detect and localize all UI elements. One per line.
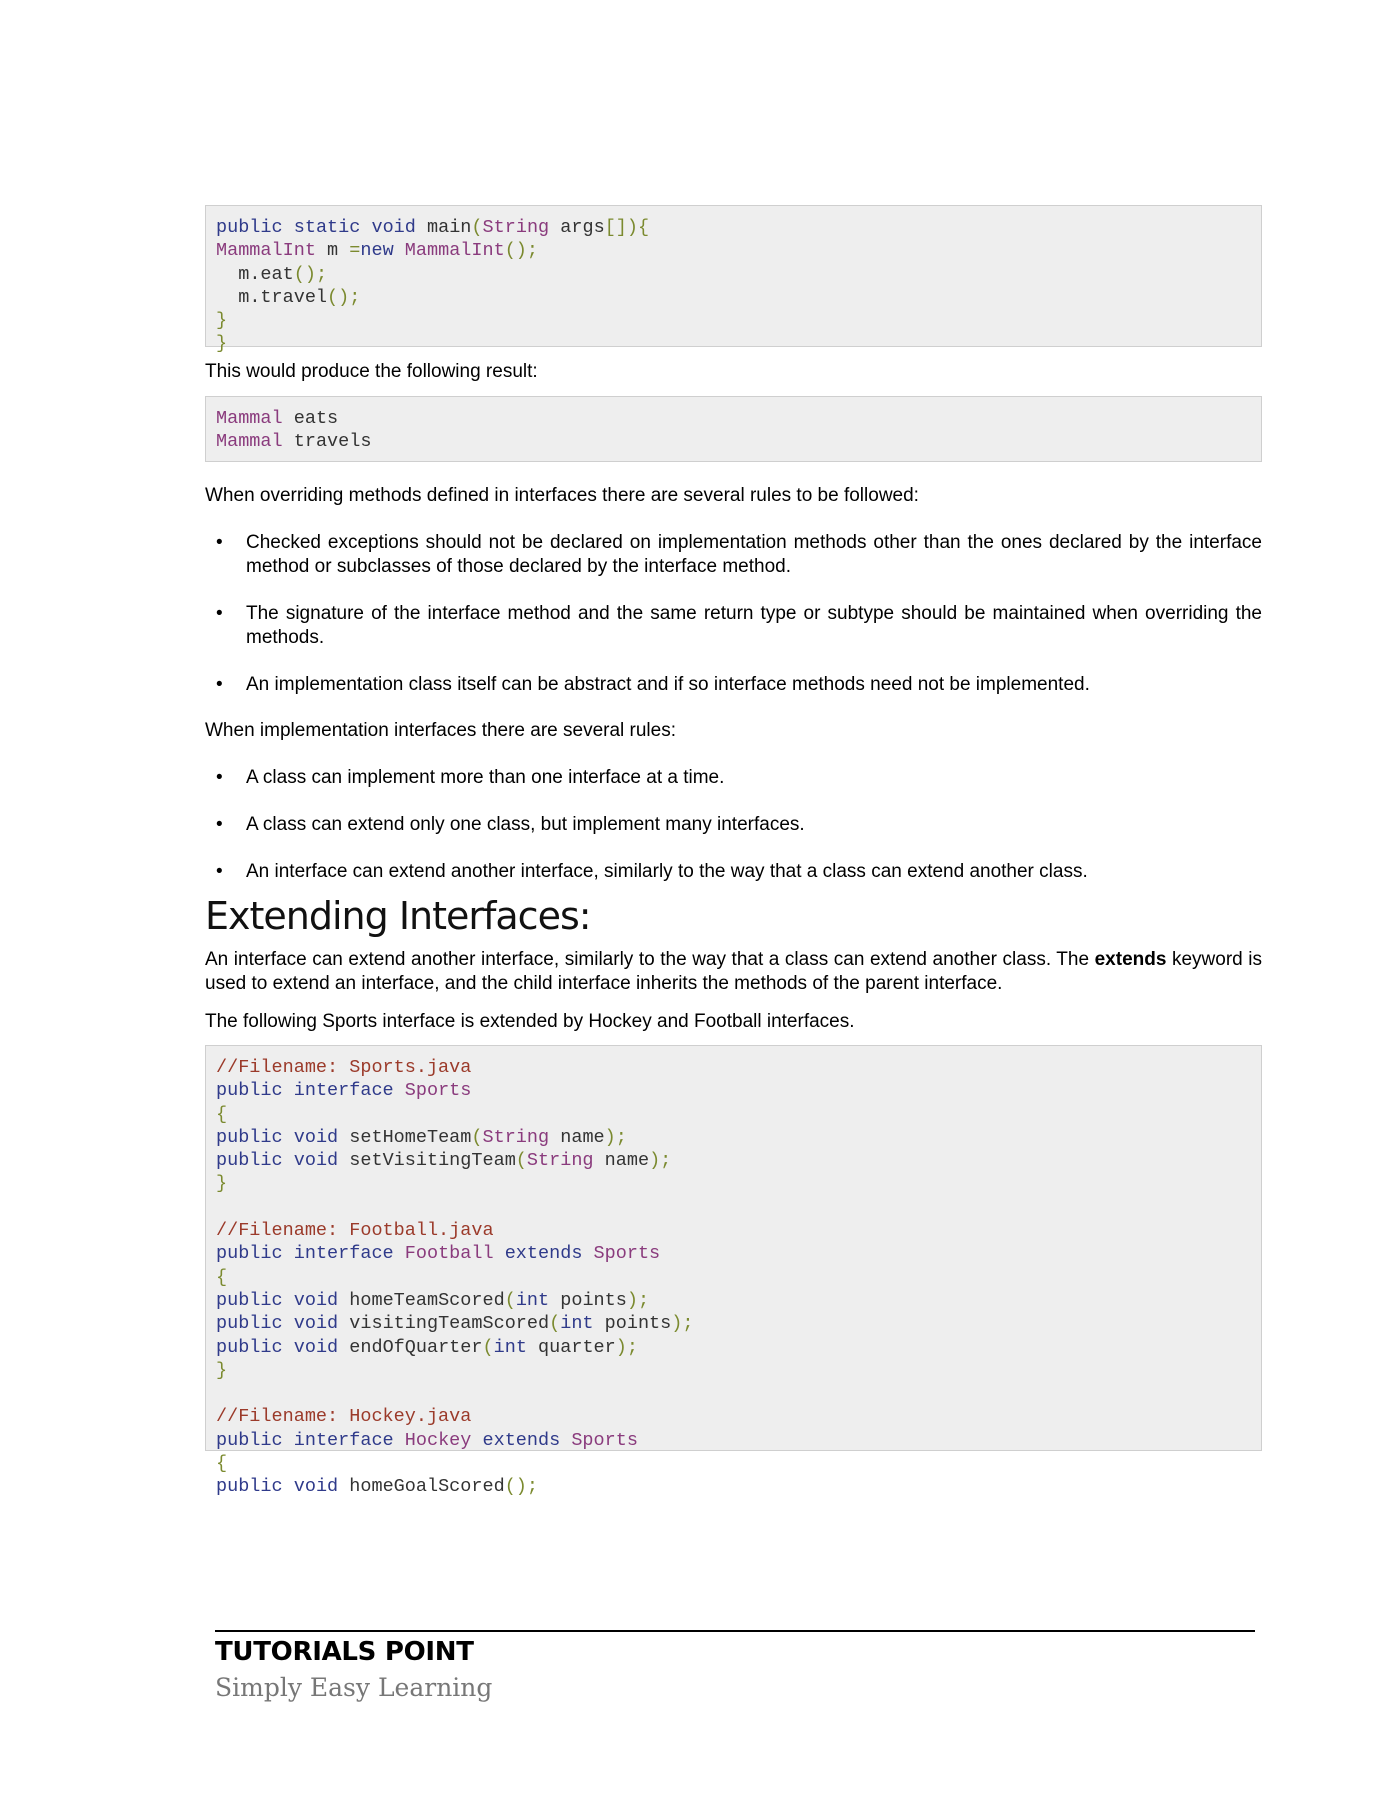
code-token: ); — [615, 1336, 638, 1358]
code-block-interfaces — [205, 1045, 1262, 1498]
override-rules-list — [205, 531, 1262, 697]
page-content — [205, 205, 1263, 1498]
code-token: { — [216, 1453, 228, 1475]
list-item: • A class can implement more than one interface at a time. — [216, 767, 725, 788]
code-token: } — [216, 1359, 228, 1381]
code-token: (); — [293, 263, 328, 285]
result-intro: This would produce the following result: — [205, 361, 538, 382]
code-token: MammalInt — [216, 240, 316, 262]
code-token: public — [216, 1429, 283, 1451]
code-token: ); — [626, 1289, 650, 1311]
code-token: ); — [604, 1126, 627, 1148]
rules-intro: When overriding methods defined in interfaces there are several rules to be followed: — [205, 485, 919, 506]
code-token: Mammal — [216, 431, 283, 453]
code-token: (); — [327, 286, 361, 308]
code-token: public — [216, 1080, 283, 1102]
code-token: m.travel — [238, 286, 328, 308]
code-token: []){ — [604, 217, 650, 238]
code-token: public — [216, 217, 283, 238]
code-token: { — [216, 1103, 228, 1125]
bullet: • — [216, 861, 223, 882]
code-comment: //Filename: — [216, 1220, 339, 1242]
code-token: endOfQuarter — [349, 1336, 483, 1358]
code-token: public — [216, 1289, 283, 1311]
code-token: Hockey — [404, 1429, 472, 1451]
list-item: • A class can extend only one class, but implement many interfaces. — [216, 814, 805, 835]
code-token: void — [293, 1289, 339, 1311]
code-token: public — [216, 1313, 283, 1335]
code-token: extends — [504, 1243, 583, 1265]
code-token: int — [515, 1289, 550, 1311]
code-comment: Football.java — [349, 1220, 494, 1242]
code-token: m.eat — [238, 263, 294, 285]
code-token: extends — [482, 1429, 561, 1451]
code-token: Sports — [593, 1243, 661, 1265]
code-token: points — [604, 1313, 672, 1335]
code-comment: //Filename: — [216, 1057, 339, 1078]
code-token: setHomeTeam — [349, 1126, 472, 1148]
code-token: eats — [293, 408, 339, 429]
sports-intro: The following Sports interface is extended by Hockey and Football interfaces. — [205, 1011, 855, 1032]
code-token: void — [293, 1336, 339, 1358]
code-token: ( — [471, 1126, 483, 1148]
code-token: ( — [504, 1289, 516, 1311]
code-token: { — [216, 1266, 228, 1288]
code-token: main — [427, 217, 472, 238]
code-token: visitingTeamScored — [349, 1313, 550, 1335]
keyword-extends: extends — [1094, 949, 1167, 970]
code-block-main — [205, 205, 1262, 355]
code-token: interface — [293, 1243, 394, 1265]
impl-rules-list — [205, 766, 1262, 884]
list-item: • An implementation class itself can be abstract and if so interface methods need not be implemented. — [216, 674, 1090, 695]
code-token: public — [216, 1243, 283, 1265]
code-token: Sports — [571, 1429, 638, 1451]
bullet: • — [216, 814, 223, 835]
code-block-output — [205, 396, 1262, 462]
code-token: String — [482, 1126, 550, 1148]
code-token: Football — [404, 1243, 494, 1265]
footer-divider — [215, 1630, 1255, 1632]
code-token: homeGoalScored — [349, 1476, 505, 1498]
code-token: interface — [293, 1429, 394, 1451]
code-comment: Sports.java — [349, 1057, 472, 1078]
code-token: points — [560, 1289, 627, 1311]
code-token: } — [216, 310, 228, 332]
footer-tagline: Simply Easy Learning — [215, 1673, 493, 1702]
list-item: • An interface can extend another interface, similarly to the way that a class can extend another class. — [216, 861, 1088, 882]
code-token: } — [216, 333, 228, 355]
code-token: void — [293, 1126, 339, 1148]
bullet: • — [216, 674, 223, 695]
bullet: • — [216, 532, 223, 553]
code-token: void — [293, 1150, 339, 1172]
code-token: Sports — [404, 1080, 472, 1102]
code-token: void — [293, 1476, 339, 1498]
code-token: name — [604, 1150, 650, 1172]
bullet: • — [216, 767, 223, 788]
code-token: ); — [671, 1313, 694, 1335]
code-token: void — [293, 1313, 339, 1335]
footer-brand: TUTORIALS POINT — [215, 1637, 474, 1667]
code-token: = — [349, 240, 361, 262]
code-token: void — [371, 217, 416, 238]
code-token: quarter — [538, 1336, 616, 1358]
code-token: int — [560, 1313, 594, 1335]
code-token: homeTeamScored — [349, 1289, 505, 1311]
impl-intro: When implementation interfaces there are several rules: — [205, 720, 677, 741]
code-token: MammalInt — [404, 240, 505, 262]
code-token: String — [482, 217, 550, 238]
code-token: } — [216, 1173, 228, 1195]
code-token: setVisitingTeam — [349, 1150, 516, 1172]
code-token: ( — [549, 1313, 561, 1335]
code-token: public — [216, 1336, 283, 1358]
code-token: public — [216, 1476, 283, 1498]
code-token: String — [526, 1150, 594, 1172]
code-token: static — [293, 217, 361, 238]
code-token: int — [493, 1336, 527, 1358]
code-token: interface — [293, 1080, 394, 1102]
code-token: ( — [482, 1336, 494, 1358]
list-item: • The signature of the interface method and the same return type or subtype should be maintained when overriding the methods. — [216, 603, 1262, 648]
code-token: ( — [515, 1150, 527, 1172]
code-token: (); — [504, 240, 539, 262]
list-item: • Checked exceptions should not be declared on implementation methods other than the ones declared by the interface method or subclasses of those declared by the interface method. — [216, 532, 1262, 577]
code-token: ( — [471, 217, 483, 238]
code-token: name — [560, 1126, 605, 1148]
code-token: new — [360, 240, 394, 262]
code-token: m — [327, 240, 339, 262]
code-token: travels — [293, 431, 372, 453]
code-token: ); — [649, 1150, 672, 1172]
bullet: • — [216, 603, 223, 624]
code-comment: //Filename: — [216, 1406, 339, 1428]
code-token: public — [216, 1150, 283, 1172]
section-heading: Extending Interfaces: — [205, 894, 591, 938]
code-token: Mammal — [216, 408, 283, 429]
code-token: args — [560, 217, 605, 238]
code-token: (); — [504, 1476, 539, 1498]
code-token: public — [216, 1126, 283, 1148]
code-comment: Hockey.java — [349, 1406, 472, 1428]
extends-paragraph: An interface can extend another interface, similarly to the way that a class can extend another class. The extends keyword is used to extend an interface, and the child interface inherits the methods of the parent interface. — [205, 949, 1263, 994]
